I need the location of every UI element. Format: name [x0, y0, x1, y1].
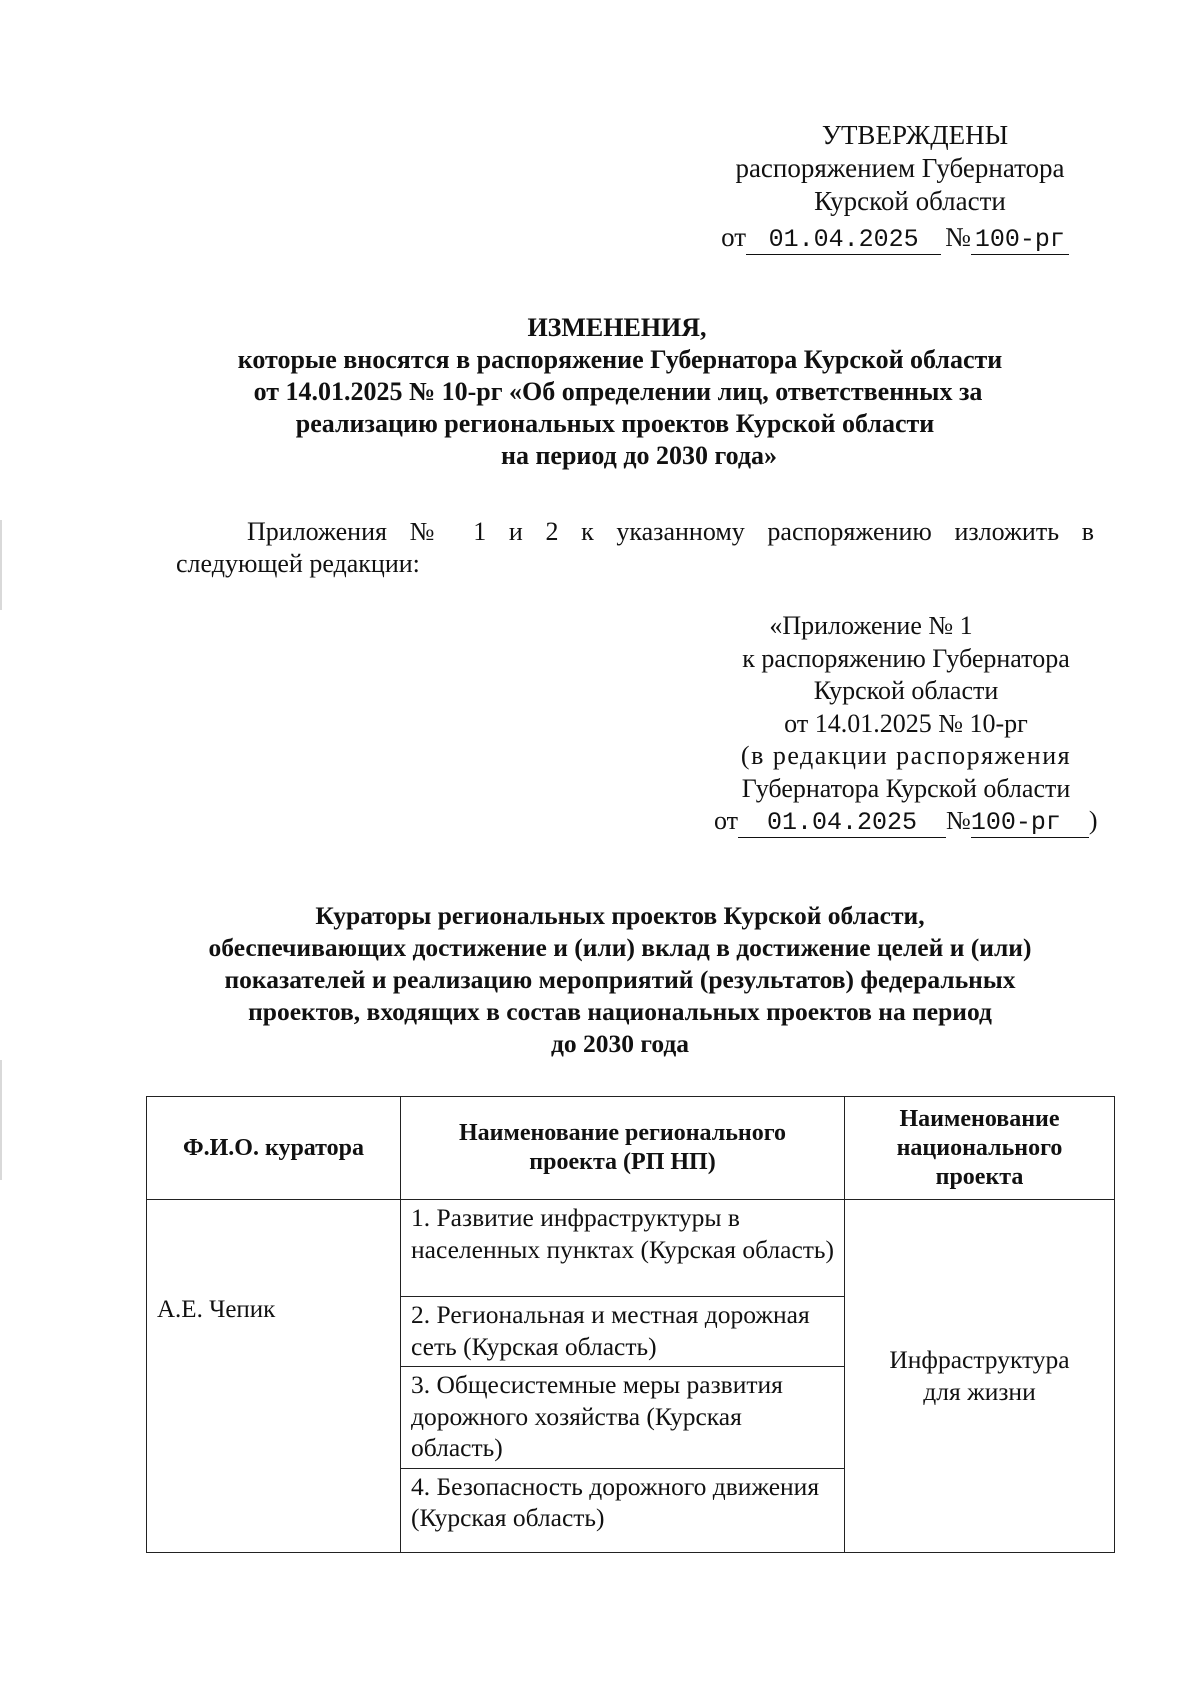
heading-title: ИЗМЕНЕНИЯ, [527, 313, 707, 342]
number-prefix: № [945, 222, 971, 252]
appendix-number-prefix: № [946, 806, 971, 835]
approval-number: 100-рг [971, 226, 1069, 255]
appendix-line-2: к распоряжению Губернатора [742, 643, 1070, 673]
approval-line-1: распоряжением Губернатора [735, 153, 1065, 183]
national-project-cell [845, 1200, 1115, 1553]
appendix-block [706, 610, 1106, 838]
appendix-number: 100-рг [971, 809, 1089, 838]
project-cell-4: 4. Безопасность дорожного движения (Курская область) [401, 1468, 845, 1552]
heading-line-4: на период до 2030 года» [500, 441, 778, 470]
heading-line-1: которые вносятся в распоряжение Губернатора Курской области [237, 345, 1003, 374]
curators-line-1: Кураторы региональных проектов Курской области, [315, 901, 925, 930]
table-row [147, 1200, 1115, 1297]
project-cell-2: 2. Региональная и местная дорожная сеть (Курская область) [401, 1297, 845, 1367]
intro-line-2: следующей редакции: [176, 549, 420, 578]
curators-table [146, 1096, 1115, 1553]
curator-name: А.Е. Чепик [147, 1200, 401, 1553]
table-header-row [147, 1097, 1115, 1200]
intro-line-1: Приложения № 1 и 2 к указанному распоряжению изложить в [247, 517, 1094, 546]
scan-edge-mark [0, 1060, 2, 1180]
national-project-name: Инфраструктура для жизни [889, 1344, 1070, 1406]
curators-line-4: проектов, входящих в состав национальных проектов на период [248, 997, 992, 1026]
heading-line-2: от 14.01.2025 № 10-рг «Об определении лиц, ответственных за [253, 377, 983, 406]
curators-line-5: до 2030 года [550, 1029, 689, 1058]
appendix-date-prefix: от [714, 806, 739, 835]
changes-heading [140, 312, 1100, 472]
approval-date: 01.04.2025 [746, 226, 941, 255]
approval-line-2: Курской области [814, 186, 1006, 216]
appendix-line-4: от 14.01.2025 № 10-рг [784, 708, 1028, 738]
approval-title: УТВЕРЖДЕНЫ [821, 120, 1009, 150]
date-prefix: от [721, 222, 747, 252]
curators-heading [140, 900, 1100, 1060]
approval-block [680, 119, 1080, 254]
header-regional-project: Наименование регионального проекта (РП НП) [401, 1097, 845, 1200]
appendix-line-6: Губернатора Курской области [741, 773, 1071, 803]
project-cell-1: 1. Развитие инфраструктуры в населенных пунктах (Курская область) [401, 1200, 845, 1297]
heading-line-3: реализацию региональных проектов Курской области [295, 409, 935, 438]
appendix-date-line [706, 805, 1106, 838]
curators-line-2: обеспечивающих достижение и (или) вклад в достижение целей и (или) [208, 933, 1032, 962]
appendix-line-1: «Приложение № 1 [769, 611, 973, 640]
scan-edge-mark [0, 520, 2, 610]
intro-paragraph [176, 516, 1094, 580]
header-national-project: Наименование национального проекта [845, 1097, 1115, 1200]
appendix-date: 01.04.2025 [738, 809, 946, 838]
approval-date-line [680, 221, 1080, 254]
appendix-close: ) [1088, 806, 1098, 835]
appendix-line-5: (в редакции распоряжения [740, 741, 1072, 770]
project-cell-3: 3. Общесистемные меры развития дорожного хозяйства (Курская область) [401, 1367, 845, 1469]
curators-line-3: показателей и реализацию мероприятий (результатов) федеральных [224, 965, 1016, 994]
header-curator: Ф.И.О. куратора [147, 1097, 401, 1200]
appendix-line-3: Курской области [813, 676, 999, 705]
